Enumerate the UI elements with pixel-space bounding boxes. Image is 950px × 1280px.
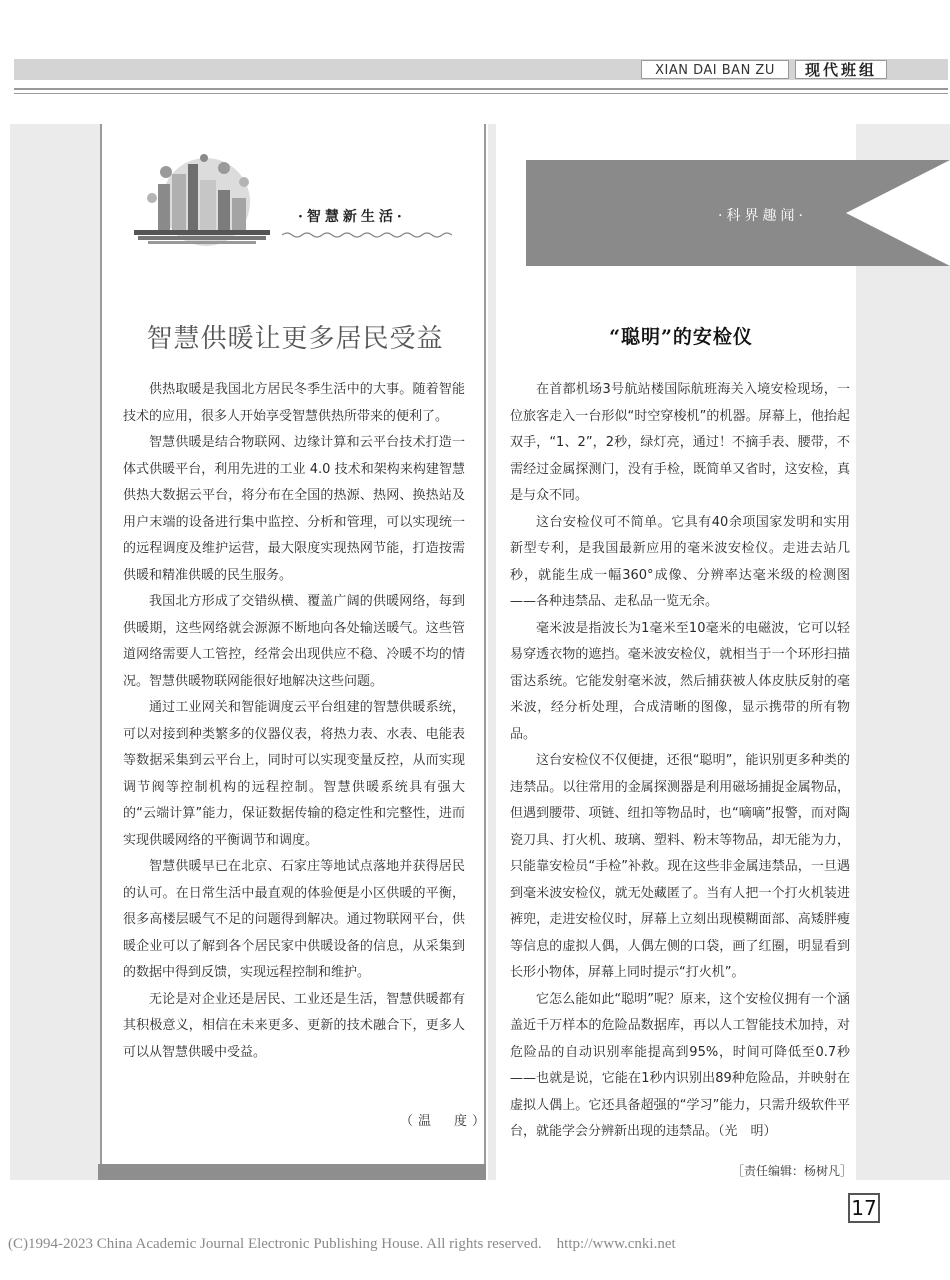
- paragraph: 这台安检仪可不简单。它具有40余项国家发明和实用新型专利，是我国最新应用的毫米波安检仪。走进去站几秒，就能生成一幅360°成像、分辨率达毫米级的检测图——各种违禁品、走私品一览无余。: [510, 514, 850, 609]
- header-rule-thick: [14, 88, 948, 90]
- left-article-body: [123, 377, 465, 1066]
- left-article-footer-band: [98, 1164, 486, 1180]
- left-article-title: 智慧供暖让更多居民受益: [146, 324, 444, 354]
- paragraph: 它怎么能如此“聪明”呢？原来，这个安检仪拥有一个涵盖近千万样本的危险品数据库，再以人工智能技术加持，对危险品的自动识别率能提高到95%，时间可降低至0.7秒——也就是说，它能在1秒内识别出89种危险品，并映射在虚拟人偶上。它还具备超强的“学习”能力，只需升级软件平台，就能学会分辨新出现的违禁品。（光 明）: [510, 991, 850, 1139]
- banner-arrow-icon: [846, 160, 950, 266]
- journal-name-chinese: 现代班组: [795, 60, 887, 79]
- paragraph: 供热取暖是我国北方居民冬季生活中的大事。随着智能技术的应用，很多人开始享受智慧供热所带来的便利了。: [123, 382, 465, 424]
- smart-city-illustration: [128, 150, 278, 250]
- paragraph: 我国北方形成了交错纵横、覆盖广阔的供暖网络，每到供暖期，这些网络就会源源不断地向各处输送暖气。这些管道网络需要人工管控，经常会出现供应不稳、冷暖不均的情况。智慧供暖物联网能很好地解决这些问题。: [123, 594, 465, 689]
- right-article-body: [510, 377, 850, 1146]
- paragraph: 毫米波是指波长为1毫米至10毫米的电磁波，它可以轻易穿透衣物的遮挡。毫米波安检仪，就相当于一个环形扫描雷达系统。它能发射毫米波，然后捕获被人体皮肤反射的毫米波，经分析处理，合成清晰的图像，显示携带的所有物品。: [510, 620, 850, 742]
- left-article-author: （温 度）: [400, 1114, 491, 1129]
- journal-name-english: XIAN DAI BAN ZU: [641, 60, 789, 79]
- responsible-editor: ［责任编辑：杨树凡］: [732, 1164, 853, 1178]
- right-article-title: “聪明”的安检仪: [609, 326, 753, 348]
- section-ornament-icon: [282, 231, 452, 239]
- paragraph: 智慧供暖早已在北京、石家庄等地试点落地并获得居民的认可。在日常生活中最直观的体验便是小区供暖的平衡，很多高楼层暖气不足的问题得到解决。通过物联网平台，供暖企业可以了解到各个居民家中供暖设备的信息，从采集到的数据中得到反馈，实现远程控制和维护。: [123, 859, 465, 980]
- paragraph: 在首都机场3号航站楼国际航班海关入境安检现场，一位旅客走入一台形似“时空穿梭机”的机器。屏幕上，他抬起双手，“1、2”，2秒，绿灯亮，通过！不摘手表、腰带，不需经过金属探测门，没有手检，既简单又省时，这安检，真是与众不同。: [510, 382, 850, 503]
- right-section-label: ·科界趣闻·: [718, 208, 807, 224]
- left-section-label: ·智慧新生活·: [298, 209, 406, 225]
- header-rule-thin: [14, 93, 948, 94]
- paragraph: 通过工业网关和智能调度云平台组建的智慧供暖系统，可以对接到种类繁多的仪器仪表，将热力表、水表、电能表等数据采集到云平台上，同时可以实现变量反控，从而实现调节阀等控制机构的远程控制。智慧供暖系统具有强大的“云端计算”能力，保证数据传输的稳定性和完整性，进而实现供暖网络的平衡调节和调度。: [123, 700, 465, 848]
- paragraph: 这台安检仪不仅便捷，还很“聪明”，能识别更多种类的违禁品。以往常用的金属探测器是利用磁场捕捉金属物品，但遇到腰带、项链、纽扣等物品时，也“嘀嘀”报警，而对陶瓷刀具、打火机、玻璃、塑料、粉末等物品，却无能为力，只能靠安检员“手检”补救。现在这些非金属违禁品，一旦遇到毫米波安检仪，就无处藏匿了。当有人把一个打火机装进裤兜，走进安检仪时，屏幕上立刻出现模糊面部、高矮胖瘦等信息的虚拟人偶，人偶左侧的口袋，画了红圈，明显看到长形小物体，屏幕上同时提示“打火机”。: [510, 753, 850, 980]
- page-number: 17: [848, 1193, 880, 1223]
- copyright-footer: (C)1994-2023 China Academic Journal Electronic Publishing House. All rights reserved. http://www.cnki.net: [8, 1236, 676, 1252]
- paragraph: 无论是对企业还是居民、工业还是生活，智慧供暖都有其积极意义，相信在未来更多、更新的技术融合下，更多人可以从智慧供暖中受益。: [123, 991, 465, 1060]
- paragraph: 智慧供暖是结合物联网、边缘计算和云平台技术打造一体式供暖平台，利用先进的工业 4.0 技术和架构来构建智慧供热大数据云平台，将分布在全国的热源、热网、换热站及用户末端的设备进行集中监控、分析和管理，可以实现统一的远程调度及维护运营，最大限度实现热网节能，打造按需供暖和精准供暖的民生服务。: [123, 435, 465, 583]
